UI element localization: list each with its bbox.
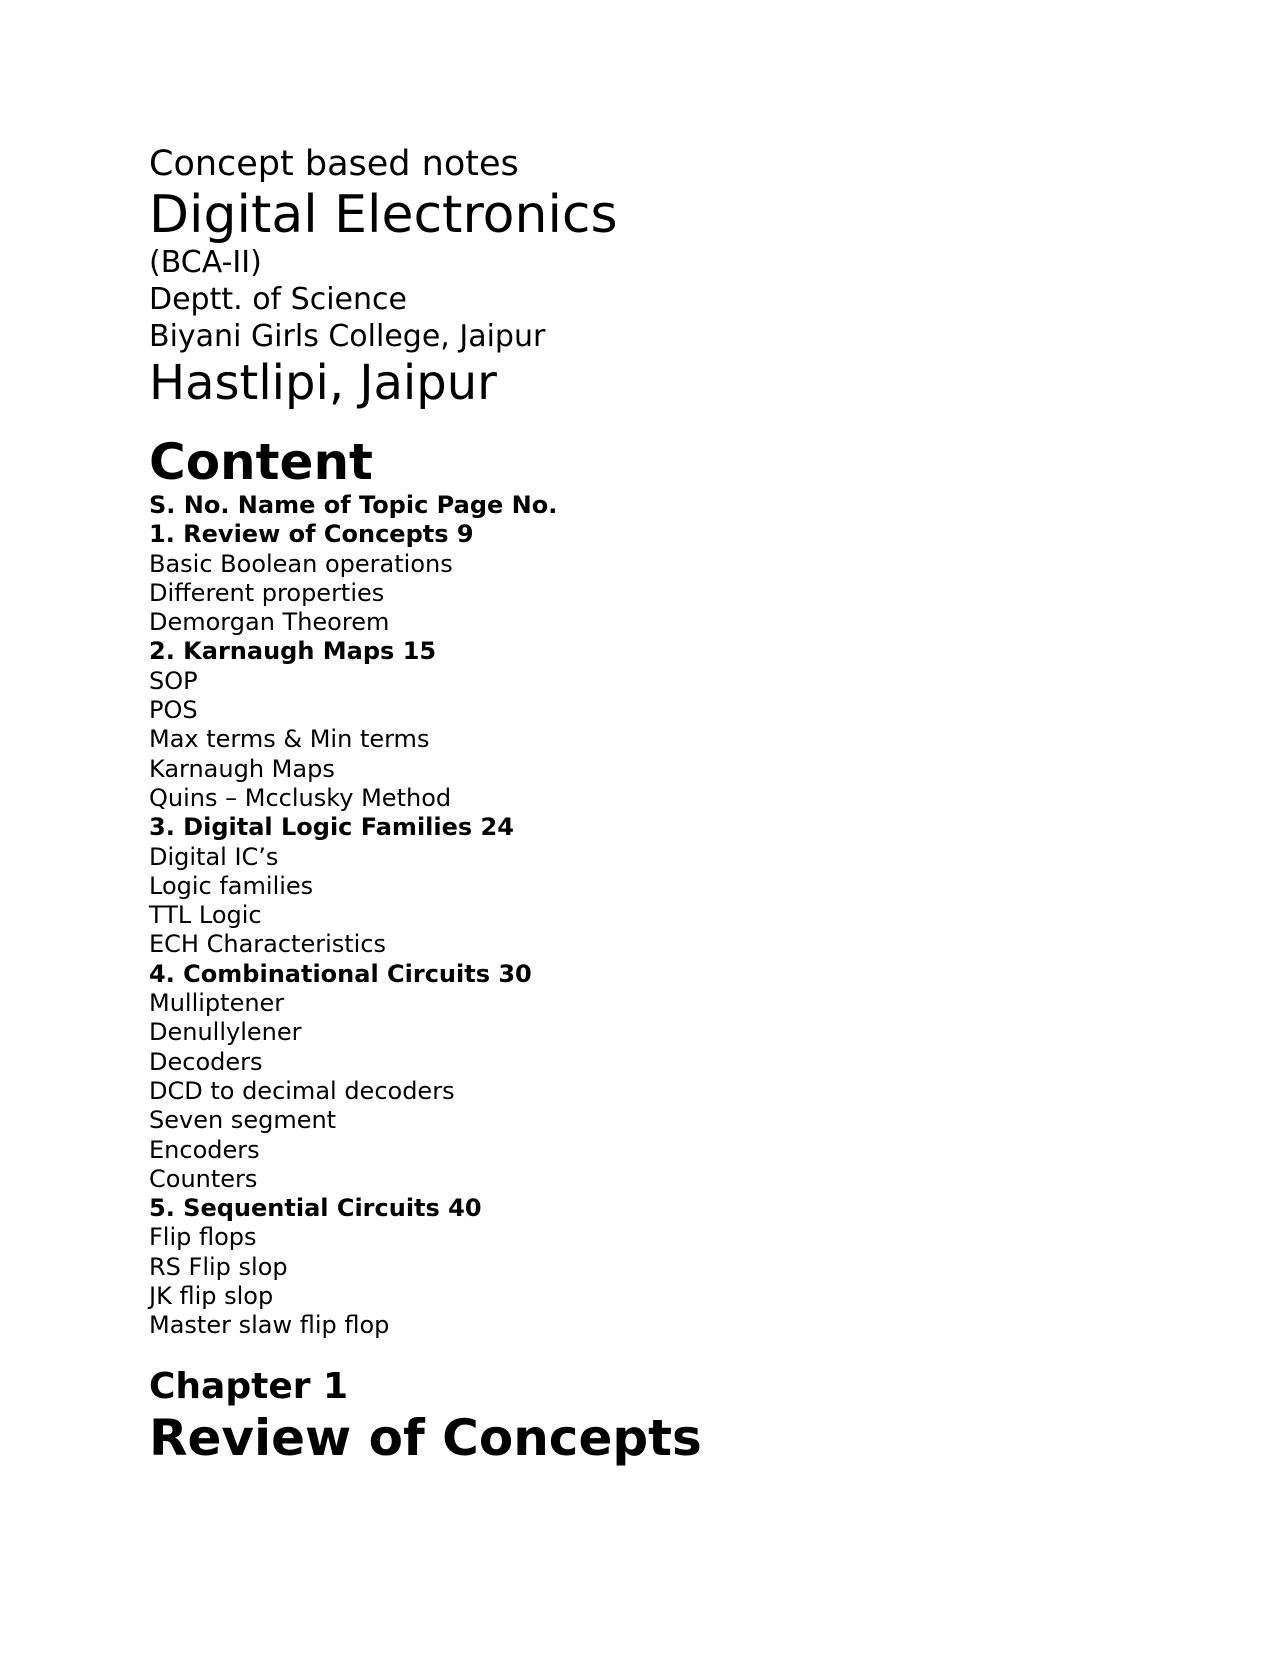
table-of-contents bbox=[149, 491, 1209, 1341]
toc-topic: Flip flops bbox=[149, 1223, 257, 1252]
document-page bbox=[149, 142, 1209, 1467]
toc-topic: TTL Logic bbox=[149, 901, 262, 930]
toc-topic: SOP bbox=[149, 666, 198, 695]
toc-chapter-5 bbox=[149, 1194, 1209, 1340]
toc-topic: POS bbox=[149, 696, 198, 725]
department-name: Deptt. of Science bbox=[149, 282, 407, 317]
toc-topic: Karnaugh Maps bbox=[149, 754, 335, 783]
toc-topic: RS Flip slop bbox=[149, 1252, 288, 1281]
college-name: Biyani Girls College, Jaipur bbox=[149, 319, 546, 354]
toc-chapter-heading: 3. Digital Logic Families 24 bbox=[149, 813, 514, 842]
toc-chapter-heading: 1. Review of Concepts 9 bbox=[149, 520, 474, 549]
toc-chapter-4 bbox=[149, 960, 1209, 1194]
toc-topic: Mulliptener bbox=[149, 989, 285, 1018]
toc-topic: Digital IC’s bbox=[149, 842, 279, 871]
toc-chapter-heading: 2. Karnaugh Maps 15 bbox=[149, 637, 437, 666]
toc-topic: Demorgan Theorem bbox=[149, 608, 390, 637]
toc-chapter-3 bbox=[149, 813, 1209, 959]
toc-topic: Denullylener bbox=[149, 1018, 302, 1047]
chapter-title: Review of Concepts bbox=[149, 1408, 702, 1467]
toc-topic: Decoders bbox=[149, 1047, 263, 1076]
toc-topic: Different properties bbox=[149, 578, 385, 607]
toc-topic: Encoders bbox=[149, 1135, 260, 1164]
notes-subtitle: Concept based notes bbox=[149, 144, 519, 184]
toc-topic: Basic Boolean operations bbox=[149, 549, 453, 578]
course-name: (BCA-II) bbox=[149, 245, 262, 280]
toc-topic: Counters bbox=[149, 1164, 258, 1193]
toc-chapter-2 bbox=[149, 637, 1209, 813]
contents-heading: Content bbox=[149, 433, 373, 491]
toc-topic: DCD to decimal decoders bbox=[149, 1076, 455, 1105]
book-title: Digital Electronics bbox=[149, 185, 618, 245]
toc-topic: Quins – Mcclusky Method bbox=[149, 783, 452, 812]
chapter-label: Chapter 1 bbox=[149, 1365, 349, 1407]
toc-topic: Max terms & Min terms bbox=[149, 725, 430, 754]
toc-topic: Seven segment bbox=[149, 1106, 337, 1135]
toc-topic: Master slaw flip flop bbox=[149, 1311, 390, 1340]
toc-chapter-heading: 5. Sequential Circuits 40 bbox=[149, 1194, 482, 1223]
toc-column-header: S. No. Name of Topic Page No. bbox=[149, 491, 558, 519]
toc-topic: JK flip slop bbox=[149, 1282, 274, 1311]
publisher-name: Hastlipi, Jaipur bbox=[149, 355, 497, 411]
toc-topic: Logic families bbox=[149, 871, 314, 900]
toc-chapter-1 bbox=[149, 520, 1209, 637]
toc-topic: ECH Characteristics bbox=[149, 930, 387, 959]
toc-chapter-heading: 4. Combinational Circuits 30 bbox=[149, 959, 532, 988]
